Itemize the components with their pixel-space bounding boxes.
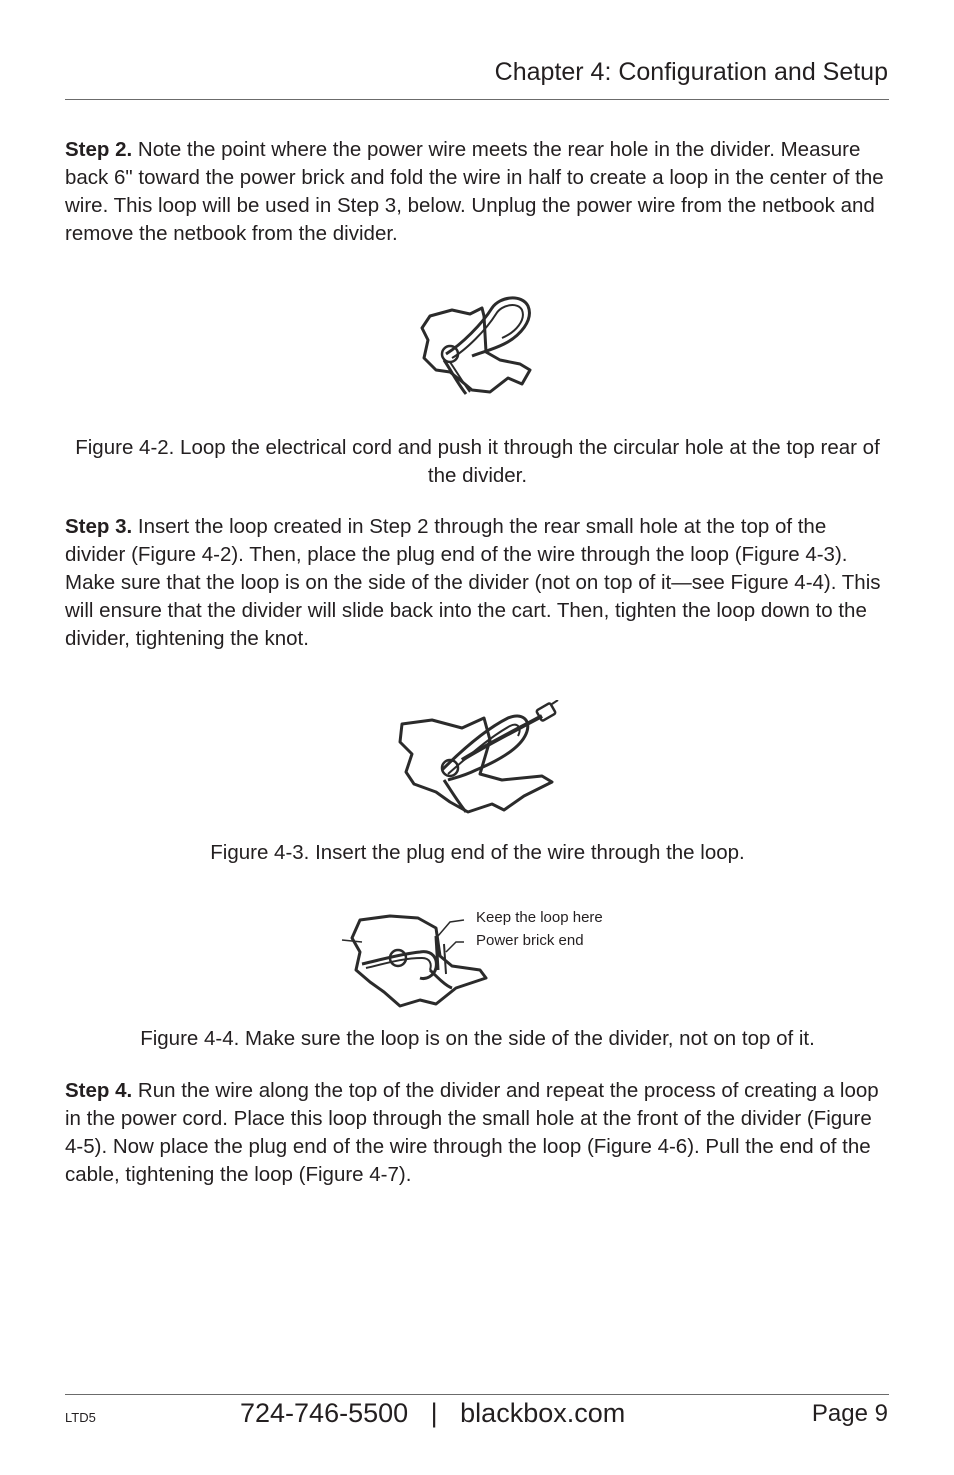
step-2-paragraph [65, 136, 890, 248]
callout-power-brick-end: Power brick end [476, 932, 584, 949]
footer-contact: 724-746-5500 | blackbox.com [240, 1398, 626, 1428]
step-3-paragraph [65, 513, 890, 653]
page-number: Page 9 [811, 1400, 888, 1427]
step-3-label: Step 3. [65, 515, 133, 538]
footer-divider [65, 1394, 889, 1395]
step-2-text: Note the point where the power wire meets the rear hole in the divider. Measure back 6" toward the power brick and fold the wire in half to create a loop in the center of the wire. This loop will be used in Step 3, below. Unplug the power wire from the netbook and remove the netbook from the divider. [65, 138, 884, 245]
callout-keep-loop-here: Keep the loop here [476, 909, 603, 926]
step-4-paragraph [65, 1077, 890, 1189]
header-divider [65, 99, 889, 100]
step-3-text: Insert the loop created in Step 2 through the rear small hole at the top of the divider (Figure 4-2). Then, place the plug end of the wire through the loop (Figure 4-3). Make sure that the loop is on the side of the divider (not on top of it—see Figure 4-4). This will ensure that the divider will slide back into the cart. Then, tighten the loop down to the divider, tightening the knot. [65, 515, 881, 650]
step-2-label: Step 2. [65, 138, 133, 161]
chapter-title: Chapter 4: Configuration and Setup [494, 58, 888, 86]
figure-4-4-caption: Figure 4-4. Make sure the loop is on the side of the divider, not on top of it. [140, 1027, 815, 1050]
step-4-text: Run the wire along the top of the divider and repeat the process of creating a loop in the power cord. Place this loop through the small hole at the front of the divider (Figure 4-5). Now place the plug end of the wire through the loop (Figure 4-6). Pull the end of the cable, tightening the loop (Figure 4-7). [65, 1079, 879, 1186]
figure-4-4-illustration [340, 908, 490, 1008]
figure-4-3-illustration [392, 700, 562, 820]
figure-4-3-caption: Figure 4-3. Insert the plug end of the wire through the loop. [210, 841, 745, 864]
figure-4-2-illustration [412, 294, 542, 404]
document-code: LTD5 [65, 1410, 96, 1425]
figure-4-2-caption: Figure 4-2. Loop the electrical cord and push it through the circular hole at the top rear of the divider. [75, 436, 880, 487]
step-4-label: Step 4. [65, 1079, 133, 1102]
